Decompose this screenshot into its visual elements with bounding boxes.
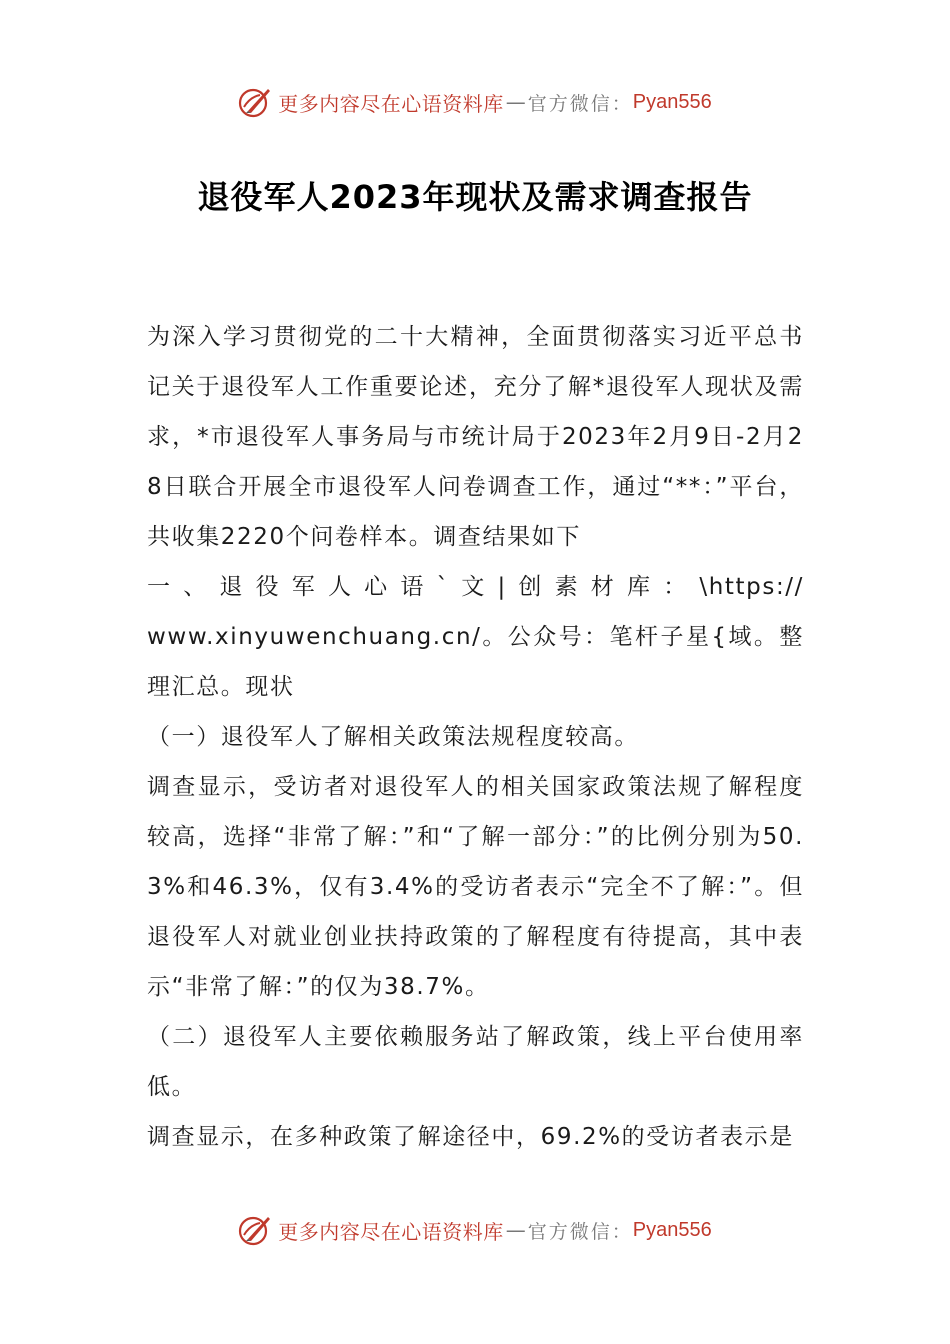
watermark-official-label: 官方微信： [527,92,633,115]
footer-watermark [0,1210,950,1250]
watermark-separator: — [505,90,526,114]
watermark-official-label: 官方微信： [527,1220,633,1243]
watermark-text: 更多内容尽在心语资料库 [278,1219,504,1244]
paragraph-policy-awareness: 调查显示，受访者对退役军人的相关国家政策法规了解程度较高，选择“非常了解：”和“了解一部分：”的比例分别为50.3%和46.3%，仅有3.4%的受访者表示“完全不了解：”。但退役军人对就业创业扶持政策的了解程度有待提高，其中表示“非常了解：”的仅为38.7%。 [147,774,804,1000]
paragraph-section-heading-line: 一、退役军人心语`文|创素材库：\https:// [147,574,804,600]
subheading-service-station: （二）退役军人主要依赖服务站了解政策，线上平台使用率低。 [147,1024,804,1100]
watermark-separator: — [505,1218,526,1242]
document-title: 退役军人2023年现状及需求调查报告 [197,178,753,216]
subheading-policy-awareness: （一）退役军人了解相关政策法规程度较高。 [147,724,639,750]
paragraph-intro: 为深入学习贯彻党的二十大精神，全面贯彻落实习近平总书记关于退役军人工作重要论述，充分了解*退役军人现状及需求，*市退役军人事务局与市统计局于2023年2月9日-2月28日联合开展全市退役军人问卷调查工作，通过“**：”平台，共收集2220个问卷样本。调查结果如下 [147,324,804,550]
watermark-wechat-id: Pyan556 [632,1218,712,1241]
pen-logo-icon [238,1213,272,1247]
pen-logo-icon [238,85,272,119]
paragraph-policy-channels: 调查显示，在多种政策了解途径中，69.2%的受访者表示是 [147,1124,794,1150]
document-body [147,312,804,1162]
header-watermark [0,82,950,122]
paragraph-source-note: www.xinyuwenchuang.cn/。公众号：笔杆子星{域。整理汇总。现状 [147,624,804,700]
watermark-wechat-id: Pyan556 [632,90,712,113]
watermark-text: 更多内容尽在心语资料库 [278,91,504,116]
